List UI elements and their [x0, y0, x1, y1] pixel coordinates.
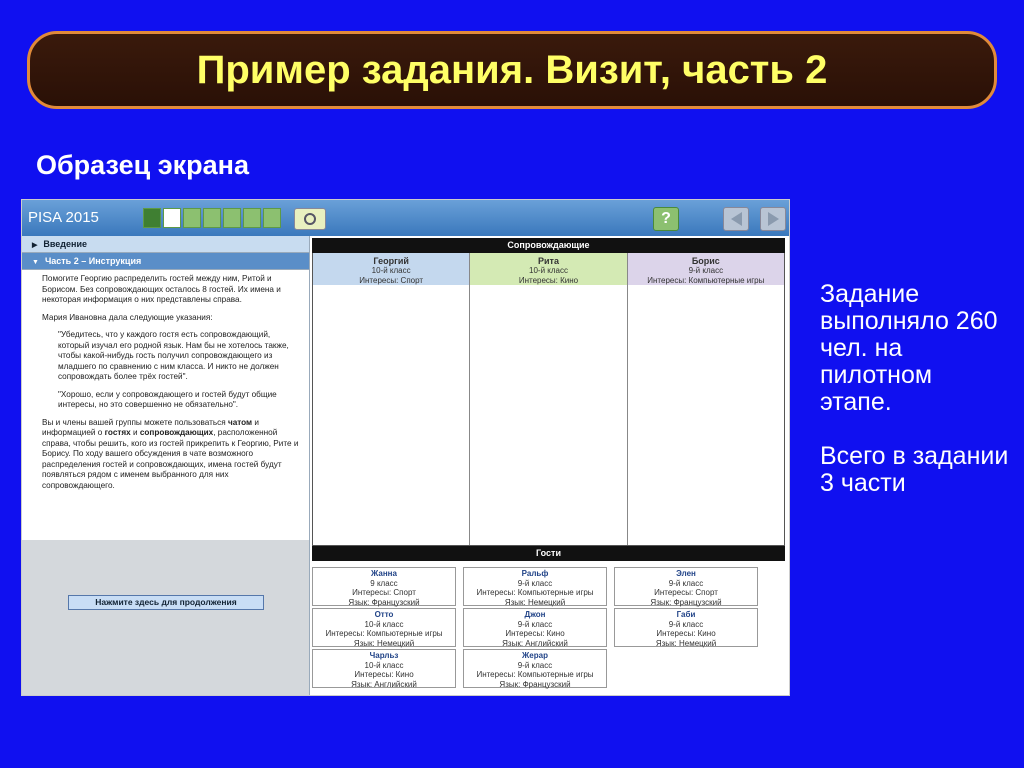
guest-interests: Интересы: Компьютерные игры: [476, 588, 594, 597]
guest-language: Язык: Английский: [502, 638, 568, 648]
slide-subtitle: Образец экрана: [36, 150, 249, 180]
guest-card[interactable]: [312, 608, 456, 647]
guest-grade: 10-й класс: [364, 660, 404, 670]
previous-button[interactable]: [723, 207, 749, 231]
embedded-screenshot: [21, 199, 790, 696]
guest-language: Язык: Немецкий: [353, 638, 415, 648]
app-header: [22, 200, 790, 236]
escort-grade: 10-й класс: [529, 266, 568, 275]
instruction-quote: "Убедитесь, что у каждого гостя есть сопровождающий, который изучал его родной язык. Нам бы не хотелось также, чтобы какой-нибудь гость получил сопровождающего из младшего по сравнению с ним класса. И никто не должен сопровождать более трёх гостей".: [58, 330, 289, 381]
guest-name: Жанна: [371, 569, 397, 578]
instruction-quote: "Хорошо, если у сопровождающего и гостей будут общие интересы, но это совершенно не обязательно".: [58, 389, 277, 409]
instruction-paragraph: Помогите Георгию распределить гостей между ним, Ритой и Борисом. Без сопровождающих осталось 8 гостей. Их имена и некоторая информация о них представлены справа.: [42, 274, 281, 304]
timer-button[interactable]: [294, 208, 326, 230]
instruction-paragraph: Мария Ивановна дала следующие указания:: [42, 312, 213, 322]
progress-segment-current: [163, 208, 181, 228]
escorts-header: Сопровождающие: [312, 238, 785, 253]
progress-segment: [143, 208, 161, 228]
escort-header: [313, 253, 469, 285]
section-label: Часть 2 – Инструкция: [44, 256, 142, 266]
progress-segment: [203, 208, 221, 228]
app-brand: PISA 2015: [28, 209, 99, 226]
escort-header: [470, 253, 626, 285]
escort-header: [628, 253, 784, 285]
escort-name: Борис: [691, 256, 720, 266]
escort-column[interactable]: [313, 253, 470, 545]
escort-drop-area[interactable]: [313, 285, 469, 545]
instructions-text: [22, 270, 309, 540]
assignment-panel: [312, 238, 785, 693]
guests-grid: [312, 561, 785, 696]
escort-column[interactable]: [470, 253, 627, 545]
escort-drop-area[interactable]: [628, 285, 784, 545]
continue-button[interactable]: Нажмите здесь для продолжения: [68, 595, 264, 610]
guest-grade: 9-й класс: [517, 660, 553, 670]
guest-name: Габи: [676, 610, 696, 619]
escorts-table: [312, 253, 785, 546]
guest-card[interactable]: [463, 567, 607, 606]
guest-interests: Интересы: Спорт: [352, 588, 416, 597]
guest-card[interactable]: [463, 608, 607, 647]
guest-card[interactable]: [463, 649, 607, 688]
side-note-participants: Задание выполняло 260 чел. на пилотном этапе.: [820, 280, 998, 416]
escort-name: Рита: [538, 256, 559, 266]
guest-language: Язык: Французский: [650, 597, 722, 607]
instructions-panel: [22, 236, 310, 696]
escort-grade: 10-й класс: [371, 266, 411, 275]
guest-grade: 9-й класс: [668, 578, 704, 588]
arrow-right-icon: ▶: [32, 242, 38, 249]
progress-segment: [263, 208, 281, 228]
guest-interests: Интересы: Кино: [354, 670, 414, 679]
guest-interests: Интересы: Спорт: [654, 588, 718, 597]
slide-title-box: [27, 31, 997, 109]
progress-indicator: [143, 208, 281, 228]
section-introduction[interactable]: [22, 236, 309, 253]
guest-grade: 9-й класс: [517, 578, 553, 588]
instruction-paragraph: Вы и члены вашей группы можете пользоваться чатом и информацией о гостях и сопровождающих, расположенной справа, чтобы решить, кого из гостей прикрепить к Георгию, Рите и Борису. По ходу вашего обсуждения в чате возможного распределения гостей и сопровождающих, имена гостей будут появляться рядом с именем выбранного для них сопровождающего.: [42, 417, 299, 490]
guest-name: Элен: [676, 569, 696, 578]
guest-name: Чарльз: [369, 651, 399, 660]
guest-name: Жерар: [522, 651, 548, 660]
guest-interests: Интересы: Компьютерные игры: [476, 670, 594, 679]
guest-interests: Интересы: Кино: [505, 629, 565, 638]
guest-language: Язык: Французский: [348, 597, 420, 607]
guest-language: Язык: Немецкий: [655, 638, 717, 648]
escort-drop-area[interactable]: [470, 285, 626, 545]
guest-grade: 9-й класс: [668, 619, 704, 629]
guest-grade: 10-й класс: [364, 619, 404, 629]
escort-interests: Интересы: Кино: [518, 276, 579, 285]
guest-card[interactable]: [312, 649, 456, 688]
progress-segment: [243, 208, 261, 228]
clock-icon: [304, 213, 316, 225]
section-label: Введение: [43, 239, 88, 249]
guest-name: Джон: [524, 610, 546, 619]
guest-language: Язык: Французский: [499, 679, 571, 689]
side-note-parts: Всего в задании 3 части: [820, 442, 1009, 497]
arrow-down-icon: ▼: [32, 259, 39, 266]
escort-column[interactable]: [628, 253, 784, 545]
progress-segment: [223, 208, 241, 228]
guest-name: Ральф: [521, 569, 549, 578]
guest-grade: 9-й класс: [517, 619, 553, 629]
guest-interests: Интересы: Компьютерные игры: [325, 629, 443, 638]
help-button[interactable]: ?: [653, 207, 679, 231]
progress-segment: [183, 208, 201, 228]
guest-interests: Интересы: Кино: [656, 629, 716, 638]
arrow-left-icon: [731, 212, 742, 226]
next-button[interactable]: [760, 207, 786, 231]
guest-card[interactable]: [614, 608, 758, 647]
guest-card[interactable]: [312, 567, 456, 606]
guest-language: Язык: Немецкий: [504, 597, 566, 607]
slide-title: Пример задания. Визит, часть 2: [196, 47, 828, 92]
guest-name: Отто: [374, 610, 394, 619]
section-part2-instruction[interactable]: [22, 253, 309, 270]
guest-language: Язык: Английский: [351, 679, 417, 689]
escort-grade: 9-й класс: [688, 266, 724, 275]
guest-card[interactable]: [614, 567, 758, 606]
arrow-right-icon: [768, 212, 779, 226]
guest-grade: 9 класс: [370, 578, 398, 588]
escort-name: Георгий: [373, 256, 409, 266]
guests-header: Гости: [312, 546, 785, 561]
escort-interests: Интересы: Компьютерные игры: [647, 276, 765, 285]
escort-interests: Интересы: Спорт: [359, 276, 424, 285]
